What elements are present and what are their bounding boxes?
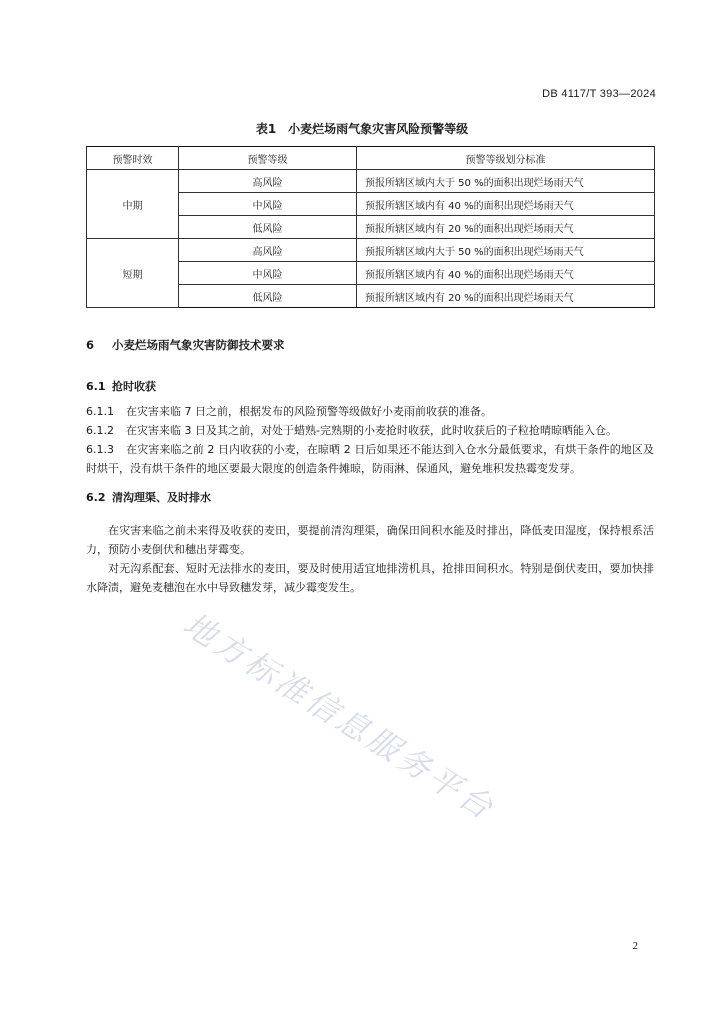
section-6-1-heading (86, 377, 654, 396)
header-period: 预警时效 (87, 147, 179, 170)
table-row (87, 239, 655, 262)
page-number: 2 (632, 940, 638, 952)
table-title: 表1 小麦烂场雨气象灾害风险预警等级 (255, 122, 469, 136)
clause-6-1-2 (86, 421, 654, 440)
clause-number: 6.1.1 (86, 405, 114, 418)
section-title: 抢时收获 (112, 380, 156, 393)
period-cell: 中期 (87, 170, 179, 239)
section-6-heading (86, 336, 654, 355)
clause-number: 6.1.2 (86, 424, 114, 437)
main-content (86, 336, 654, 597)
criterion-cell: 预报所辖区域内大于 50 %的面积出现烂场雨天气 (357, 239, 655, 262)
clause-6-1-1 (86, 402, 654, 421)
section-title: 小麦烂场雨气象灾害防御技术要求 (112, 338, 285, 352)
paragraph: 在灾害来临之前未来得及收获的麦田，要提前清沟理渠，确保田间积水能及时排出，降低麦田湿度，保持根系活力，预防小麦倒伏和穗出芽霉变。 (86, 524, 654, 556)
section-number: 6 (86, 338, 95, 352)
header-criterion: 预警等级划分标准 (357, 147, 655, 170)
criterion-cell: 预报所辖区域内大于 50 %的面积出现烂场雨天气 (357, 170, 655, 193)
clause-text: 在灾害来临之前 2 日内收获的小麦，在晾晒 2 日后如果还不能达到入仓水分最低要求，有烘干条件的地区及时烘干，没有烘干条件的地区要最大限度的创造条件摊晾，防雨淋、保通风，避免堆积发热霉变发芽。 (86, 443, 654, 475)
section-6-2-heading (86, 488, 654, 507)
table-row (87, 170, 655, 193)
section-number: 6.1 (86, 380, 106, 393)
clause-text: 在灾害来临 3 日及其之前，对处于蜡熟-完熟期的小麦抢时收获，此时收获后的子粒抢晴晾晒能入仓。 (126, 424, 617, 437)
section-title: 清沟理渠、及时排水 (112, 491, 211, 504)
level-cell: 低风险 (179, 216, 357, 239)
level-cell: 中风险 (179, 262, 357, 285)
paragraph: 对无沟系配套、短时无法排水的麦田，要及时使用适宜地排涝机具，抢排田间积水。特别是倒伏麦田，要加快排水降渍，避免麦穗泡在水中导致穗发芽，减少霉变发生。 (86, 562, 654, 594)
criterion-cell: 预报所辖区域内有 40 %的面积出现烂场雨天气 (357, 262, 655, 285)
clause-6-1-3 (86, 440, 654, 478)
document-id: DB 4117/T 393—2024 (542, 88, 656, 100)
section-number: 6.2 (86, 491, 106, 504)
criterion-cell: 预报所辖区域内有 40 %的面积出现烂场雨天气 (357, 193, 655, 216)
period-cell: 短期 (87, 239, 179, 308)
warning-level-table (86, 146, 655, 308)
criterion-cell: 预报所辖区域内有 20 %的面积出现烂场雨天气 (357, 285, 655, 308)
table-header-row (87, 147, 655, 170)
header-level: 预警等级 (179, 147, 357, 170)
criterion-cell: 预报所辖区域内有 20 %的面积出现烂场雨天气 (357, 216, 655, 239)
level-cell: 高风险 (179, 170, 357, 193)
level-cell: 低风险 (179, 285, 357, 308)
watermark: 地方标准信息服务平台 (176, 605, 503, 829)
clause-text: 在灾害来临 7 日之前，根据发布的风险预警等级做好小麦雨前收获的准备。 (126, 405, 492, 418)
level-cell: 高风险 (179, 239, 357, 262)
level-cell: 中风险 (179, 193, 357, 216)
clause-number: 6.1.3 (86, 443, 114, 456)
